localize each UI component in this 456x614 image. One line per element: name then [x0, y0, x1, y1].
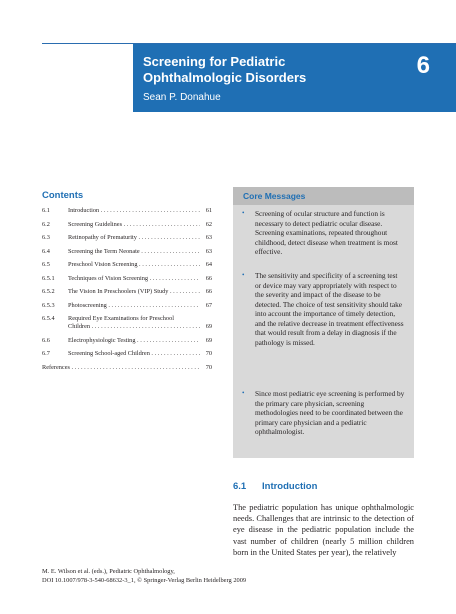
toc-page: 63: [205, 247, 212, 255]
toc-page: 70: [205, 350, 212, 357]
section-body: The pediatric population has unique ophthalmologic needs. Challenges that are intrinsic to the detection of eye disease in the pediatric population include the vast number of children (nearly 5 million children born in the United States per year), the relatively: [233, 503, 414, 557]
list-item: [242, 389, 405, 437]
toc-title: References . . .: [42, 364, 200, 372]
toc-entry[interactable]: [42, 261, 212, 270]
footer-line1: M. E. Wilson et al. (eds.), Pediatric Ophthalmology,: [42, 568, 175, 575]
toc-page: 66: [205, 274, 212, 282]
toc-number: 6.2: [42, 220, 50, 228]
core-messages-box: [233, 187, 414, 458]
bullet-icon: •: [242, 389, 245, 397]
toc-page: 64: [205, 261, 212, 268]
toc-page: 62: [205, 220, 212, 228]
list-item: [242, 271, 405, 347]
toc-number: 6.5.1: [42, 274, 55, 282]
toc-number: 6.7: [42, 350, 50, 357]
toc-number: 6.5.2: [42, 288, 55, 295]
core-messages-heading: Core Messages: [243, 191, 306, 201]
core-message-text: Since most pediatric eye screening is performed by the primary care physician, screening methodologies need to be coordinated between the primary care physician and a pediatric ophthalmologist.: [255, 389, 405, 436]
chapter-title-line2: Ophthalmologic Disorders: [143, 69, 307, 85]
toc-entry[interactable]: [42, 234, 212, 243]
toc-title: Screening Guidelines . . .: [68, 221, 200, 229]
toc-number: 6.1: [42, 207, 50, 214]
footer-line2: DOI 10.1007/978-3-540-68632-3_1, © Springer-Verlag Berlin Heidelberg 2009: [42, 576, 247, 584]
toc-page: 67: [205, 301, 212, 309]
core-message-text: Screening of ocular structure and function is necessary to detect pediatric ocular disease. Screening examinations, repeated throughout childhood, detect disease when treatment is most effective.: [255, 209, 398, 256]
citation-footer: [42, 568, 246, 585]
toc-entry[interactable]: [42, 315, 212, 332]
toc-page: 70: [205, 363, 212, 371]
section-number: 6.1: [233, 481, 247, 492]
toc-number: 6.5.3: [42, 301, 55, 309]
toc-title: Screening the Term Neonate . . .: [68, 248, 200, 256]
toc-number: 6.5.4: [42, 315, 55, 322]
toc-page: 69: [205, 323, 212, 330]
toc-entry[interactable]: [42, 302, 212, 311]
toc-number: 6.3: [42, 234, 50, 241]
toc-title: Techniques of Vision Screening . . .: [68, 275, 200, 283]
toc-number: 6.5: [42, 261, 50, 268]
chapter-title-line1: Screening for Pediatric: [143, 54, 286, 69]
toc-title: Screening School-aged Children . . .: [68, 350, 200, 358]
bullet-icon: •: [242, 271, 245, 279]
core-messages-header: [233, 187, 414, 205]
toc-entry[interactable]: [42, 364, 212, 373]
toc-entry[interactable]: [42, 248, 212, 257]
toc-title: Preschool Vision Screening . . .: [68, 261, 200, 269]
toc-page: 69: [205, 336, 212, 344]
chapter-banner: [133, 44, 456, 112]
chapter-number: 6: [416, 52, 430, 79]
toc-title: The Vision In Preschoolers (VIP) Study . . .: [68, 288, 200, 296]
chapter-author: Sean P. Donahue: [143, 92, 221, 103]
toc-number: 6.6: [42, 336, 50, 344]
bullet-icon: •: [242, 209, 245, 217]
toc-entry[interactable]: [42, 337, 212, 346]
toc-page: 66: [205, 288, 212, 295]
toc-title: Electrophysiologic Testing . . .: [68, 337, 200, 345]
toc-title: Introduction . . .: [68, 207, 200, 215]
section-title: Introduction: [262, 481, 318, 492]
toc-entry[interactable]: [42, 288, 212, 297]
toc-entry[interactable]: [42, 221, 212, 230]
toc-entry[interactable]: [42, 275, 212, 284]
toc-title-continued: Children . . .: [68, 323, 200, 331]
chapter-title: [143, 54, 306, 85]
core-message-text: The sensitivity and specificity of a screening test or device may vary appropriately with respect to the severity and impact of the disease to be detected. The choice of test sensitivity should take into account the importance of timely detection, and the relative decrease in treatment effectiveness that would result from a delay in diagnosis if the pathology is missed.: [255, 271, 404, 347]
toc-page: 63: [205, 234, 212, 241]
contents-heading: Contents: [42, 190, 84, 201]
toc-entry[interactable]: [42, 350, 212, 359]
toc-entry[interactable]: [42, 207, 212, 216]
list-item: [242, 209, 405, 257]
toc-title: Retinopathy of Prematurity . . .: [68, 234, 200, 242]
toc-title: Required Eye Examinations for Preschool: [68, 315, 174, 322]
toc-page: 61: [205, 207, 212, 214]
toc-number: 6.4: [42, 247, 50, 255]
toc-title: Photoscreening . . .: [68, 302, 200, 310]
